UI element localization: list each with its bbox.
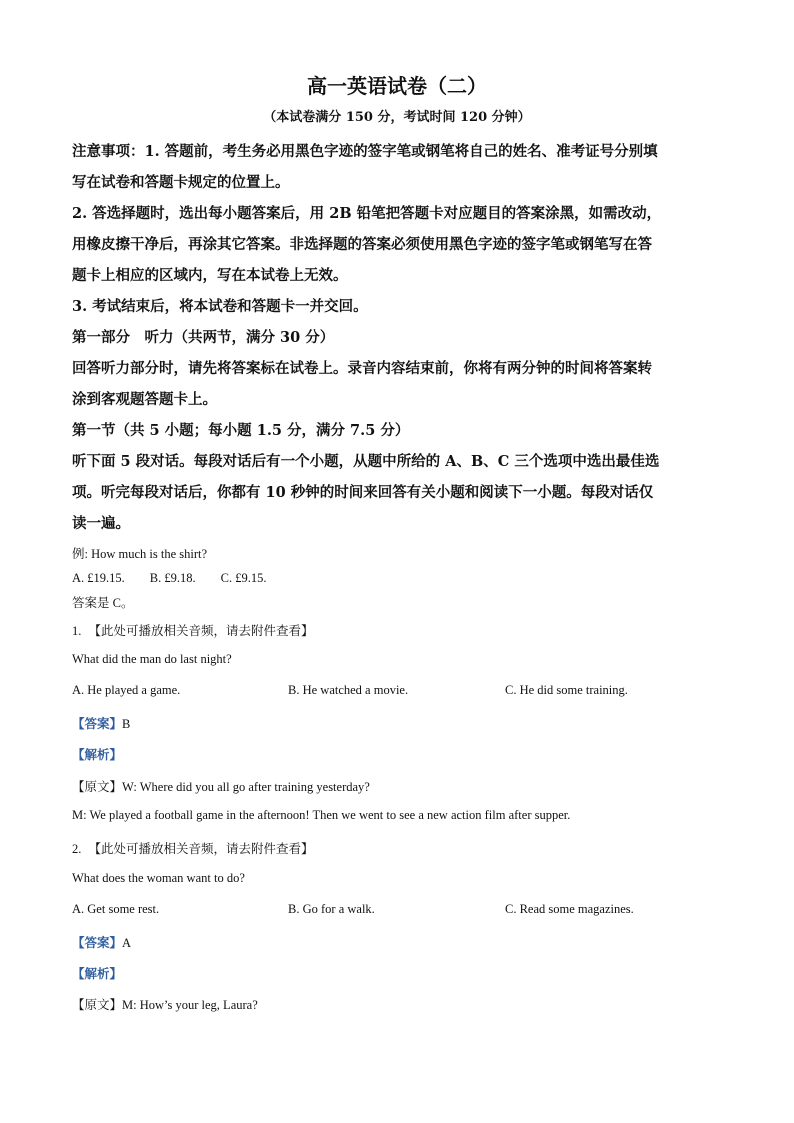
section1-instruction-3: 读一遍。: [72, 515, 130, 532]
question-1-header: [72, 621, 314, 639]
question-1-analysis-line: [72, 745, 122, 763]
section1-instruction-2: 项。听完每段对话后，你都有 10 秒钟的时间来回答有关小题和阅读下一小题。每段对话仅: [72, 484, 654, 501]
question-2-header: [72, 839, 314, 857]
notes-line-1: 注意事项：1. 答题前，考生务必用黑色字迹的签字笔或钢笔将自己的姓名、准考证号分别填: [72, 143, 658, 160]
question-2-option-b: B. Go for a walk.: [288, 902, 375, 916]
question-2-original-line-1: [72, 995, 258, 1013]
question-1-original-line-1: [72, 777, 370, 795]
notes-line-4: 用橡皮擦干净后，再涂其它答案。非选择题的答案必须使用黑色字迹的签字笔或钢笔写在答: [72, 236, 652, 253]
question-1-number: 1.: [72, 624, 82, 638]
part1-instruction-1: 回答听力部分时，请先将答案标在试卷上。录音内容结束前，你将有两分钟的时间将答案转: [72, 360, 652, 377]
example-question: 例: How much is the shirt?: [72, 547, 208, 561]
question-1-original-line-2: M: We played a football game in the afternoon! Then we went to see a new action film after supper.: [72, 808, 571, 822]
part1-heading: 第一部分 听力（共两节，满分 30 分）: [72, 329, 335, 346]
example-answer: 答案是 C。: [72, 596, 134, 610]
question-2-option-c: C. Read some magazines.: [505, 902, 634, 916]
question-2-option-a: A. Get some rest.: [72, 902, 160, 916]
answer-tag: 【答案】: [72, 936, 123, 950]
notes-line-3: 2. 答选择题时，选出每小题答案后，用 2B 铅笔把答题卡对应题目的答案涂黑，如需改动，: [72, 205, 662, 222]
question-2-answer: A: [122, 936, 132, 950]
question-2-analysis-line: [72, 964, 122, 982]
notes-line-2: 写在试卷和答题卡规定的位置上。: [72, 174, 290, 191]
section1-instruction-1: 听下面 5 段对话。每段对话后有一个小题，从题中所给的 A、B、C 三个选项中选出最佳选: [72, 453, 660, 470]
question-1-text: What did the man do last night?: [72, 652, 232, 666]
question-1-transcript-1: W: Where did you all go after training yesterday?: [122, 780, 370, 794]
question-1-option-a: A. He played a game.: [72, 683, 181, 697]
question-2-audio-link[interactable]: 【此处可播放相关音频，请去附件查看】: [88, 842, 314, 856]
analysis-tag: 【解析】: [72, 748, 123, 762]
section1-heading: 第一节（共 5 小题；每小题 1.5 分，满分 7.5 分）: [72, 422, 410, 439]
part1-instruction-2: 涂到客观题答题卡上。: [72, 391, 217, 408]
question-2-transcript-1: M: How’s your leg, Laura?: [122, 998, 258, 1012]
notes-line-5: 题卡上相应的区域内，写在本试卷上无效。: [72, 267, 348, 284]
exam-title: 高一英语试卷（二）: [307, 74, 487, 98]
exam-subtitle: （本试卷满分 150 分，考试时间 120 分钟）: [263, 110, 531, 125]
question-1-audio-link[interactable]: 【此处可播放相关音频，请去附件查看】: [88, 624, 314, 638]
question-2-answer-line: [72, 933, 131, 951]
original-tag: 【原文】: [72, 780, 123, 794]
analysis-tag: 【解析】: [72, 967, 123, 981]
example-options: A. £19.15. B. £9.18. C. £9.15.: [72, 571, 267, 585]
question-1-answer: B: [122, 717, 131, 731]
question-1-option-c: C. He did some training.: [505, 683, 628, 697]
answer-tag: 【答案】: [72, 717, 123, 731]
notes-line-6: 3. 考试结束后，将本试卷和答题卡一并交回。: [72, 298, 368, 315]
question-1-answer-line: [72, 714, 130, 732]
question-1-option-b: B. He watched a movie.: [288, 683, 409, 697]
original-tag: 【原文】: [72, 998, 123, 1012]
question-2-number: 2.: [72, 842, 82, 856]
question-2-text: What does the woman want to do?: [72, 871, 245, 885]
